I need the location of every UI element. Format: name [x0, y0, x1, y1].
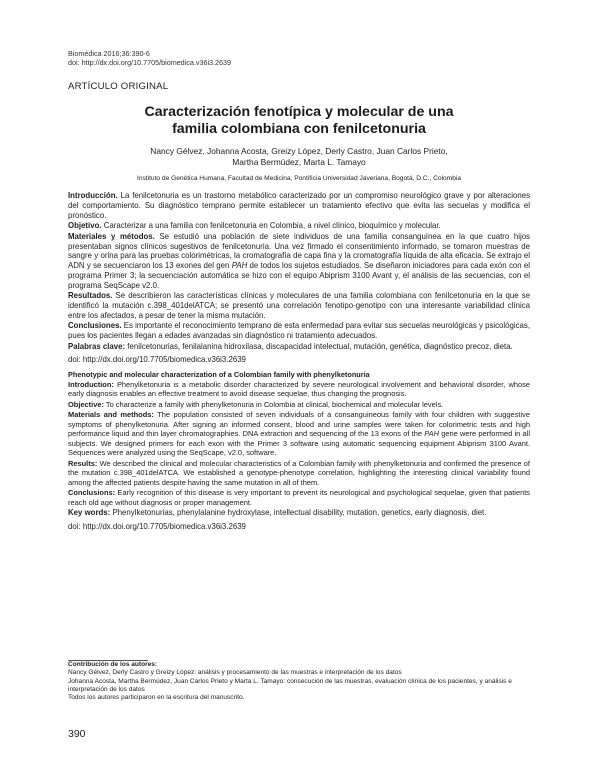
- article-title: [68, 104, 530, 138]
- key-words-label: Key words:: [68, 508, 111, 518]
- title-line-1: Caracterización fenotípica y molecular de una: [144, 104, 454, 121]
- abstract-materials-label: Materials and methods:: [68, 410, 154, 420]
- abstract-gene-name: PAH: [424, 429, 439, 439]
- author-contributions: [68, 661, 530, 702]
- page-number: 390: [68, 728, 86, 740]
- resumen-introduccion: [68, 191, 530, 220]
- resumen-introduccion-label: Introducción.: [68, 191, 118, 201]
- contributions-heading: Contribución de los autores:: [68, 661, 158, 668]
- abstract-results: [68, 459, 530, 488]
- resumen-resultados-label: Resultados.: [68, 291, 113, 301]
- abstract-introduction-label: Introduction:: [68, 379, 114, 389]
- resumen-resultados-text: Se describieron las características clínicas y moleculares de una familia colombiana con fenilcetonuria en la que se identificó la mutación c.398_401delATCA; se presentó una correlación fenotipo-genotipo con una interesante variabilidad clínica entre los afectados, a pesar de tener la misma mutación.: [68, 291, 530, 320]
- section-label: ARTÍCULO ORIGINAL: [68, 81, 169, 93]
- resumen-gene-name: PAH: [231, 261, 248, 271]
- title-line-2: familia colombiana con fenilcetonuria: [172, 121, 426, 138]
- abstract-results-text: We described the clinical and molecular characteristics of a Colombian family with phenylketonuria and confirmed the presence of the mutation c.398_401delATCA. We established a genotype-phenotype correlation, highlighting the interesting clinical variability found among the affected patients despite having the same mutation in all of them.: [68, 458, 530, 487]
- authors-line-2: Martha Bermúdez, Marta L. Tamayo: [232, 157, 366, 168]
- abstract-english: [68, 380, 530, 508]
- resumen-materiales-text-b: de todos los sujetos estudiados. Se diseñaron iniciadores para cada exón con el programa Primer 3; la secuenciación automática se hizo con el equipo Abiprism 3100 Avant y, el análisis de las secuencias, con el programa SeqScape v2.0.: [68, 261, 530, 290]
- resumen-objetivo: [68, 221, 530, 231]
- abstract-conclusions-label: Conclusions:: [68, 488, 116, 498]
- abstract-results-label: Results:: [68, 458, 98, 468]
- abstract-materials-text-a: The population consisted of seven individuals of a consanguineous family with four children with suggestive symptoms of phenylketonuria. After signing an informed consent, blood and urine samples were taken for colorimetric tests and high performance liquid and thin layer chromatographies. DNA extraction and sequencing of the 13 exons of the: [68, 410, 530, 439]
- resumen-objetivo-label: Objetivo.: [68, 221, 102, 231]
- palabras-clave-text: fenilcetonurias, fenilalanina hidroxilasa, discapacidad intelectual, mutación, genética, diagnóstico precoz, dieta.: [125, 341, 513, 351]
- article-page: [68, 50, 530, 532]
- resumen-conclusiones-text: Es importante el reconocimiento temprano de esta enfermedad para evitar sus secuelas neurológicas y psicológicas, pues los pacientes llegan a edades avanzadas sin diagnóstico ni tratamiento adecuados.: [68, 321, 530, 341]
- abstract-objective-text: To characterize a family with phenylketonuria in Colombia at clinical, biochemical and molecular levels.: [103, 399, 444, 409]
- affiliation: Instituto de Genética Humana, Facultad de Medicina, Pontificia Universidad Javeriana, Bogotá, D.C., Colombia: [137, 175, 461, 183]
- abstract-materials-text-b: gene were performed in all subjects. We designed primers for each exon with the Primer 3 software using automatic sequencing equipment Abiprism 3100 Avant. Sequences were analyzed using the SeqScape, v2.0, software.: [68, 429, 530, 458]
- abstract-spanish: [68, 191, 530, 532]
- resumen-doi: doi: http://dx.doi.org/10.7705/biomedica.v36i3.2639: [68, 355, 246, 365]
- abstract-introduction: [68, 380, 530, 399]
- abstract-materials: [68, 410, 530, 458]
- resumen-resultados: [68, 291, 530, 320]
- abstract-conclusions: [68, 488, 530, 507]
- author-list: [68, 146, 530, 168]
- contribution-line-1: Nancy Gélvez, Derly Castro y Greizy López: análisis y procesamiento de las muestras e interpretación de los datos: [68, 669, 402, 677]
- resumen-introduccion-text: La fenilcetonuria es un trastorno metabólico caracterizado por un compromiso neurológico grave y por alteraciones del comportamiento. Su diagnóstico temprano permite establecer un tratamiento efectivo que evita las secuelas y modifica el pronóstico.: [68, 191, 530, 220]
- journal-citation: Biomédica 2016;36:390-6: [68, 49, 150, 58]
- key-words: [68, 508, 530, 518]
- abstract-conclusions-text: Early recognition of this disease is very important to prevent its neurological and psychological sequelae, given that patients reach old age without diagnosis or proper management.: [68, 488, 530, 507]
- resumen-materiales: [68, 232, 530, 290]
- resumen-conclusiones: [68, 321, 530, 340]
- key-words-text: Phenylketonurias, phenylalanine hydroxylase, intellectual disability, mutation, genetics, early diagnosis, diet.: [110, 508, 487, 518]
- resumen-materiales-label: Materiales y métodos.: [68, 232, 155, 241]
- resumen-materiales-text-a: Se estudió una población de siete individuos de una familia consanguínea en la que cuatro hijos presentaban signos clínicos sugestivos de fenilcetonuria. Una vez firmado el consentimiento informado, se tomaron muestras de sangre y orina para las pruebas colorimétricas, la cromatografía de capa fina y la cromatografía líquida de alta eficacia. Se extrajo el ADN y se secuenciaron los 13 exones del gen: [68, 232, 530, 271]
- abstract-objective: [68, 400, 530, 410]
- palabras-clave: [68, 342, 530, 352]
- resumen-objetivo-text: Caracterizar a una familia con fenilcetonuria en Colombia, a nivel clínico, bioquímico y molecular.: [101, 221, 441, 231]
- english-doi: doi: http://dx.doi.org/10.7705/biomedica.v36i3.2639: [68, 522, 246, 532]
- journal-doi: doi: http://dx.doi.org/10.7705/biomedica.v36i3.2639: [68, 57, 232, 67]
- authors-line-1: Nancy Gélvez, Johanna Acosta, Greizy López, Derly Castro, Juan Carlos Prieto,: [150, 146, 448, 157]
- palabras-clave-label: Palabras clave:: [68, 341, 126, 351]
- resumen-conclusiones-label: Conclusiones.: [68, 321, 122, 331]
- contribution-line-3: Todos los autores participaron en la escritura del manuscrito.: [68, 694, 245, 702]
- english-title: Phenotypic and molecular characterization of a Colombian family with phenylketonuria: [68, 370, 370, 380]
- abstract-introduction-text: Phenylketonuria is a metabolic disorder characterized by severe neurological involvement and behavioral disorder, whose early diagnosis enables an effective treatment to avoid disease sequelae, thus changing the prognosis.: [68, 379, 530, 399]
- abstract-objective-label: Objective:: [68, 399, 104, 409]
- contribution-line-2: Johanna Acosta, Martha Bermúdez, Juan Carlos Prieto y Marta L. Tamayo: consecución de las muestras, evaluación clínica de los pacientes, y análisis e interpretación de los datos: [68, 677, 512, 693]
